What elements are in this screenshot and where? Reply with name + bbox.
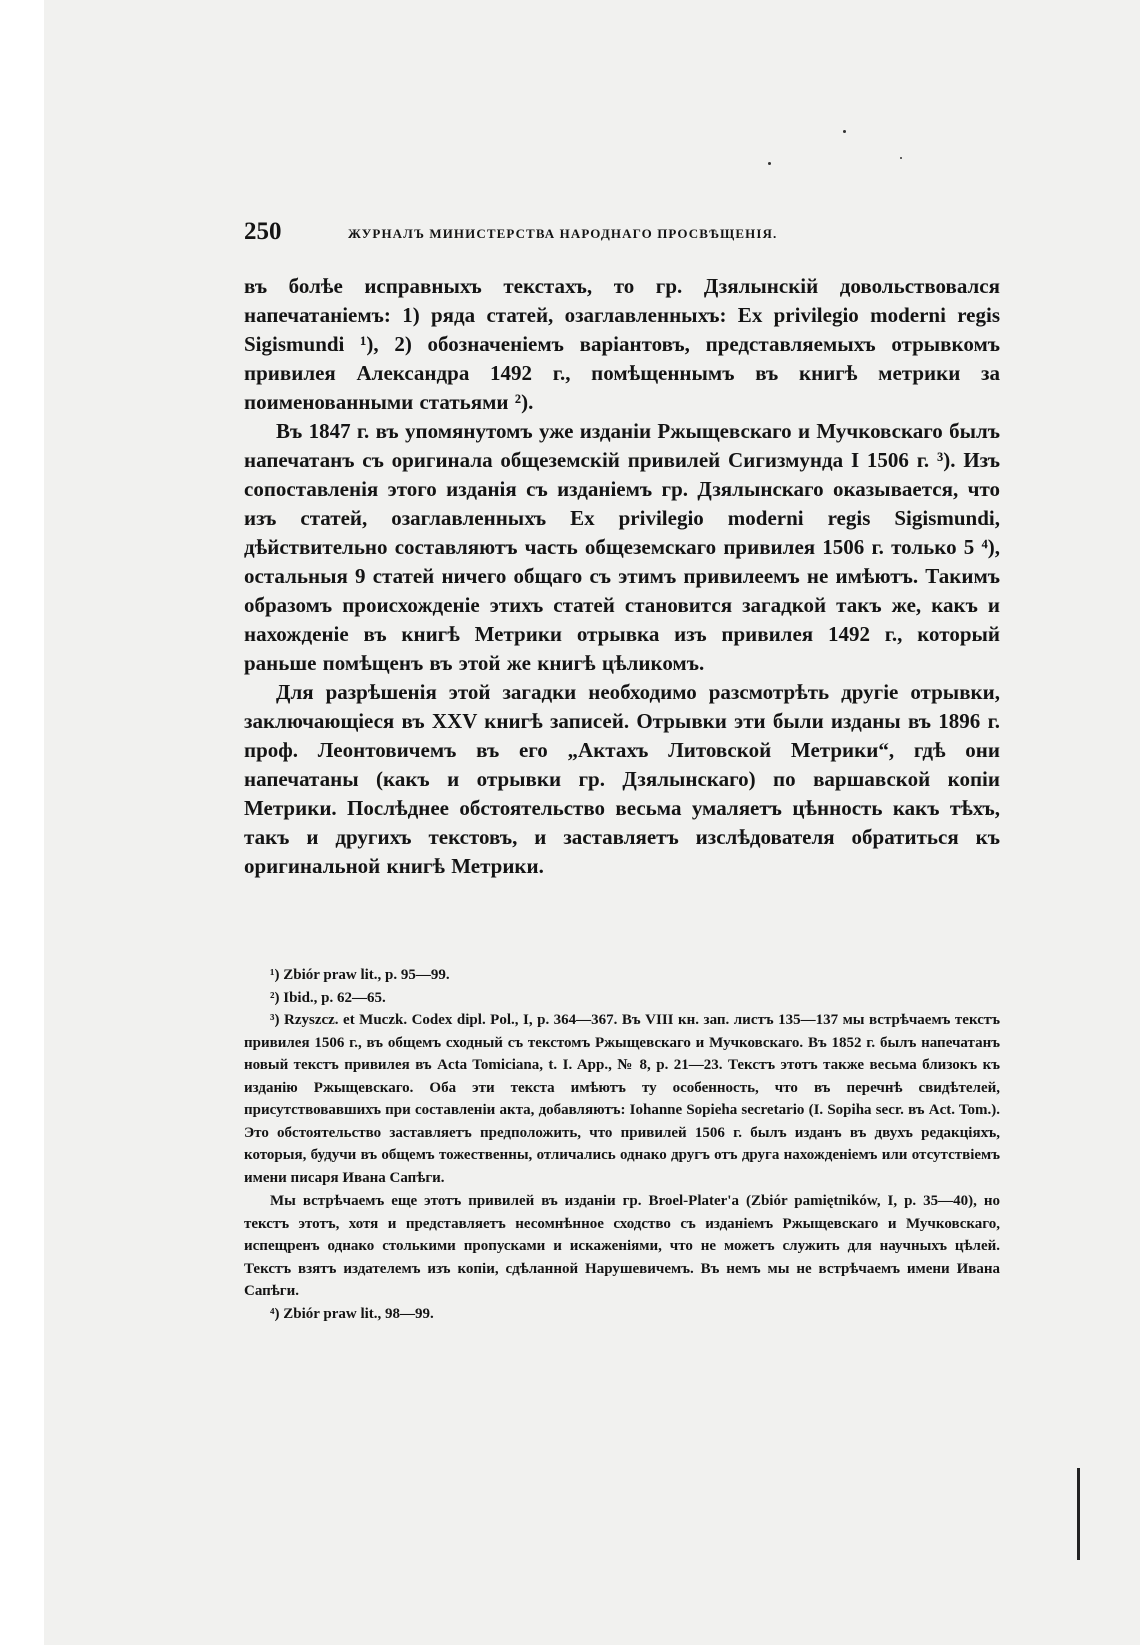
footnotes (244, 964, 1000, 1325)
page-number: 250 (244, 218, 282, 245)
scan-speck (768, 162, 771, 165)
scan-speck (843, 130, 846, 133)
scan-edge-mark (1077, 1468, 1080, 1560)
footnote: ²) Ibid., p. 62—65. (270, 989, 386, 1006)
main-text (244, 272, 1000, 881)
footnote: ⁴) Zbiór praw lit., 98—99. (270, 1305, 434, 1322)
footnote: ¹) Zbiór praw lit., p. 95—99. (270, 967, 450, 983)
paragraph: Въ 1847 г. въ упомянутомъ уже изданіи Ржыщевскаго и Мучковскаго былъ напечатанъ съ оригинала общеземскій привилей Сигизмунда I 1506 г. ³). Изъ сопоставленія этого изданія съ изданіемъ гр. Дзялынскаго оказывается, что изъ статей, озаглавленныхъ Ex privilegio moderni regis Sigismundi, дѣйствительно составляютъ часть общеземскаго привилея 1506 г. только 5 ⁴), остальныя 9 статей ничего общаго съ этимъ привилеемъ не имѣютъ. Такимъ образомъ происхожденіе этихъ статей становится загадкой такъ же, какъ и нахожденіе въ книгѣ Метрики отрывка изъ привилея 1492 г., который раньше помѣщенъ въ этой же книгѣ цѣликомъ. (244, 419, 1000, 675)
running-title: ЖУРНАЛЪ МИНИСТЕРСТВА НАРОДНАГО ПРОСВѢЩЕНІЯ. (348, 226, 778, 241)
footnote-continuation: Мы встрѣчаемъ еще этотъ привилей въ изданіи гр. Broel-Plater'a (Zbiór pamiętników, I, p. 35—40), но текстъ этотъ, хотя и представляетъ несомнѣнное сходство съ изданіемъ Ржыщевскаго и Мучковскаго, испещренъ однако столькими пропусками и искаженіями, что не можетъ служить для научныхъ цѣлей. Текстъ взятъ издателемъ изъ копіи, сдѣланной Нарушевичемъ. Въ немъ мы не встрѣчаемъ имени Ивана Сапѣги. (244, 1193, 1000, 1299)
paragraph: въ болѣе исправныхъ текстахъ, то гр. Дзялынскій довольствовался напечатаніемъ: 1) ряда статей, озаглавленныхъ: Ex privilegio moderni regis Sigismundi ¹), 2) обозначеніемъ варіантовъ, представляемыхъ отрывкомъ привилея Александра 1492 г., помѣщеннымъ въ книгѣ метрики за поименованными статьями ²). (244, 274, 1000, 414)
scan-speck (900, 157, 902, 159)
paragraph: Для разрѣшенія этой загадки необходимо разсмотрѣть другіе отрывки, заключающіеся въ XXV книгѣ записей. Отрывки эти были изданы въ 1896 г. проф. Леонтовичемъ въ его „Актахъ Литовской Метрики“, гдѣ они напечатаны (какъ и отрывки гр. Дзялынскаго) по варшавской копіи Метрики. Послѣднее обстоятельство весьма умаляетъ цѣнность какъ тѣхъ, такъ и другихъ текстовъ, и заставляетъ изслѣдователя обратиться къ оригинальной книгѣ Метрики. (244, 680, 1000, 878)
footnote: ³) Rzyszcz. et Muczk. Codex dipl. Pol., I, p. 364—367. Въ VIII кн. зап. листъ 135—137 мы встрѣчаемъ текстъ привилея 1506 г., въ общемъ сходный съ текстомъ Ржыщевскаго и Мучковскаго. Въ 1852 г. былъ напечатанъ новый текстъ привилея въ Acta Tomiciana, t. I. App., № 8, p. 21—23. Текстъ этотъ также весьма близокъ къ изданію Ржыщевскаго. Оба эти текста имѣютъ ту особенность, что въ перечнѣ свидѣтелей, присутствовавшихъ при составленіи акта, добавляютъ: Iohanne Sopieha secretario (I. Sopiha secr. въ Act. Tom.). Это обстоятельство заставляетъ предположить, что привилей 1506 г. былъ изданъ въ двухъ редакціяхъ, которыя, будучи въ общемъ тожественны, отличались однако другъ отъ друга нахожденіемъ или отсутствіемъ имени писаря Ивана Сапѣги. (244, 1012, 1000, 1186)
page-header (244, 218, 1000, 252)
